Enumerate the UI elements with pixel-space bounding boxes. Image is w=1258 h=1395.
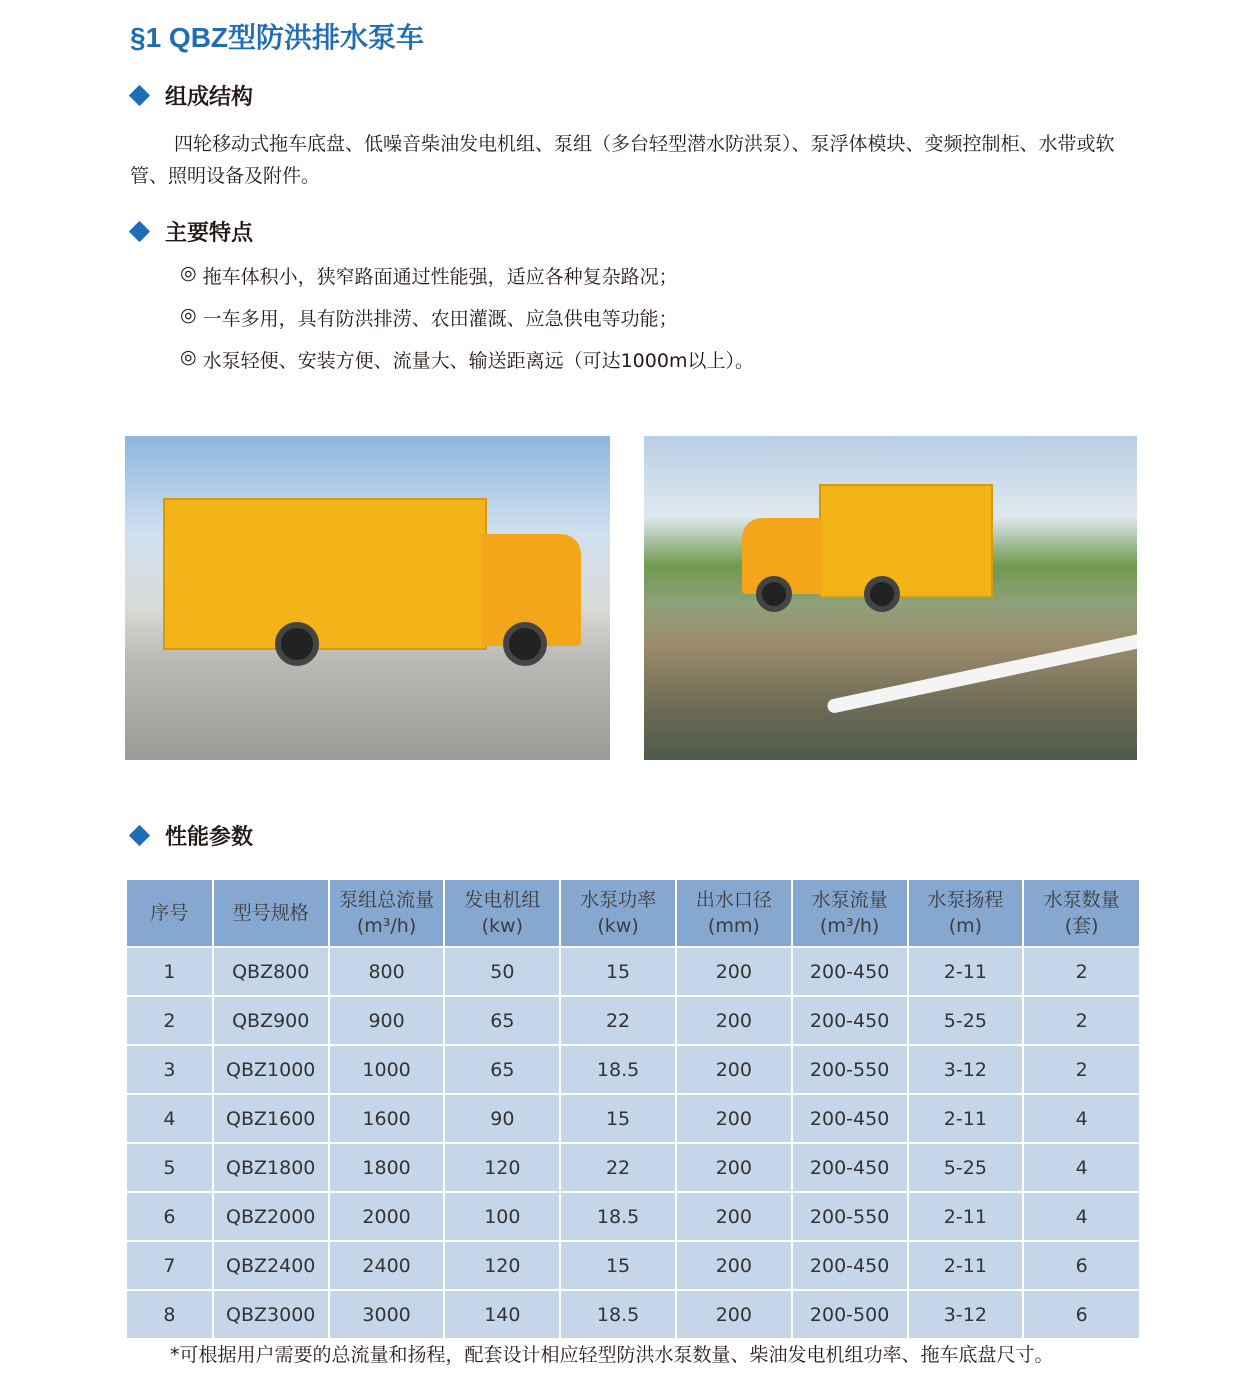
table-cell: 4 xyxy=(1023,1143,1140,1192)
heading-text: 性能参数 xyxy=(165,825,254,850)
table-cell: QBZ2400 xyxy=(213,1241,329,1290)
table-cell: 200-500 xyxy=(792,1290,908,1339)
table-cell: 4 xyxy=(1023,1192,1140,1241)
table-cell: 18.5 xyxy=(560,1290,676,1339)
table-cell: 5-25 xyxy=(908,1143,1024,1192)
table-cell: 800 xyxy=(329,947,445,996)
table-cell: 18.5 xyxy=(560,1192,676,1241)
table-cell: 50 xyxy=(444,947,560,996)
table-cell: 900 xyxy=(329,996,445,1045)
table-row xyxy=(126,1045,1140,1094)
table-cell: 200 xyxy=(676,996,792,1045)
column-header: 泵组总流量 (m³/h) xyxy=(329,879,445,947)
column-header: 出水口径 (mm) xyxy=(676,879,792,947)
feature-item xyxy=(180,304,678,331)
circle-bullet-icon: ◎ xyxy=(180,304,197,326)
feature-text: 拖车体积小，狭窄路面通过性能强，适应各种复杂路况； xyxy=(202,266,678,288)
section-heading-features xyxy=(128,216,253,247)
table-cell: 15 xyxy=(560,1094,676,1143)
column-header: 发电机组 (kw) xyxy=(444,879,560,947)
table-cell: 100 xyxy=(444,1192,560,1241)
heading-text: 主要特点 xyxy=(165,221,254,246)
table-cell: 3000 xyxy=(329,1290,445,1339)
table-cell: 6 xyxy=(1023,1241,1140,1290)
table-cell: 4 xyxy=(1023,1094,1140,1143)
table-cell: 6 xyxy=(126,1192,213,1241)
feature-text: 水泵轻便、安装方便、流量大、输送距离远（可达1000m以上）。 xyxy=(202,350,754,372)
table-cell: 65 xyxy=(444,996,560,1045)
table-cell: QBZ1000 xyxy=(213,1045,329,1094)
table-cell: 1 xyxy=(126,947,213,996)
diamond-bullet-icon xyxy=(129,825,150,846)
table-cell: 1800 xyxy=(329,1143,445,1192)
photo-pump-truck-field xyxy=(644,436,1137,760)
feature-text: 一车多用，具有防洪排涝、农田灌溉、应急供电等功能； xyxy=(202,308,678,330)
table-cell: 1000 xyxy=(329,1045,445,1094)
diamond-bullet-icon xyxy=(129,221,150,242)
table-cell: 200-550 xyxy=(792,1192,908,1241)
table-cell: QBZ800 xyxy=(213,947,329,996)
table-cell: 3 xyxy=(126,1045,213,1094)
table-cell: 8 xyxy=(126,1290,213,1339)
table-cell: QBZ1800 xyxy=(213,1143,329,1192)
table-cell: QBZ1600 xyxy=(213,1094,329,1143)
photo-pump-truck-side xyxy=(125,436,610,760)
table-cell: 200 xyxy=(676,1045,792,1094)
table-cell: 3-12 xyxy=(908,1045,1024,1094)
table-cell: 4 xyxy=(126,1094,213,1143)
table-row xyxy=(126,1241,1140,1290)
column-header: 水泵流量 (m³/h) xyxy=(792,879,908,947)
diamond-bullet-icon xyxy=(129,85,150,106)
table-cell: 2 xyxy=(1023,947,1140,996)
table-cell: 2-11 xyxy=(908,1192,1024,1241)
feature-item xyxy=(180,346,754,373)
table-cell: 140 xyxy=(444,1290,560,1339)
column-header: 水泵数量 (套) xyxy=(1023,879,1140,947)
table-cell: 65 xyxy=(444,1045,560,1094)
table-cell: 18.5 xyxy=(560,1045,676,1094)
table-row xyxy=(126,1094,1140,1143)
table-cell: 90 xyxy=(444,1094,560,1143)
table-cell: 7 xyxy=(126,1241,213,1290)
table-cell: 2 xyxy=(1023,996,1140,1045)
table-cell: 2400 xyxy=(329,1241,445,1290)
table-cell: 200-450 xyxy=(792,1094,908,1143)
column-header: 型号规格 xyxy=(213,879,329,947)
table-cell: 200 xyxy=(676,1241,792,1290)
table-cell: 3-12 xyxy=(908,1290,1024,1339)
section-heading-structure xyxy=(128,80,253,111)
table-cell: 1600 xyxy=(329,1094,445,1143)
table-cell: 200-450 xyxy=(792,996,908,1045)
table-cell: 200-450 xyxy=(792,1241,908,1290)
table-cell: 120 xyxy=(444,1143,560,1192)
table-cell: 200 xyxy=(676,1290,792,1339)
column-header: 序号 xyxy=(126,879,213,947)
column-header: 水泵扬程 (m) xyxy=(908,879,1024,947)
table-row xyxy=(126,1143,1140,1192)
section-heading-performance xyxy=(128,820,253,851)
table-row xyxy=(126,947,1140,996)
table-cell: 200 xyxy=(676,1094,792,1143)
page-title: §1 QBZ型防洪排水泵车 xyxy=(130,22,425,53)
table-cell: 15 xyxy=(560,947,676,996)
table-cell: 5-25 xyxy=(908,996,1024,1045)
table-cell: QBZ900 xyxy=(213,996,329,1045)
table-cell: 6 xyxy=(1023,1290,1140,1339)
table-cell: 2000 xyxy=(329,1192,445,1241)
structure-text: 四轮移动式拖车底盘、低噪音柴油发电机组、泵组（多台轻型潜水防洪泵）、泵浮体模块、变频控制柜、水带或软管、照明设备及附件。 xyxy=(130,133,1115,187)
table-cell: 200-450 xyxy=(792,947,908,996)
performance-table xyxy=(125,878,1141,1340)
table-cell: 2 xyxy=(1023,1045,1140,1094)
table-cell: 200 xyxy=(676,1143,792,1192)
table-cell: 22 xyxy=(560,1143,676,1192)
table-cell: 2-11 xyxy=(908,1094,1024,1143)
circle-bullet-icon: ◎ xyxy=(180,262,197,284)
table-cell: 5 xyxy=(126,1143,213,1192)
table-row xyxy=(126,996,1140,1045)
table-row xyxy=(126,1290,1140,1339)
feature-item xyxy=(180,262,678,289)
table-cell: 200 xyxy=(676,947,792,996)
table-cell: 15 xyxy=(560,1241,676,1290)
table-cell: 22 xyxy=(560,996,676,1045)
column-header: 水泵功率 (kw) xyxy=(560,879,676,947)
table-cell: QBZ2000 xyxy=(213,1192,329,1241)
table-cell: 200-450 xyxy=(792,1143,908,1192)
circle-bullet-icon: ◎ xyxy=(180,346,197,368)
table-cell: 200-550 xyxy=(792,1045,908,1094)
table-cell: 2 xyxy=(126,996,213,1045)
footnote: *可根据用户需要的总流量和扬程，配套设计相应轻型防洪水泵数量、柴油发电机组功率、拖车底盘尺寸。 xyxy=(170,1344,1054,1366)
table-cell: 2-11 xyxy=(908,1241,1024,1290)
table-cell: 120 xyxy=(444,1241,560,1290)
table-cell: 200 xyxy=(676,1192,792,1241)
table-cell: 2-11 xyxy=(908,947,1024,996)
heading-text: 组成结构 xyxy=(165,85,254,110)
table-cell: QBZ3000 xyxy=(213,1290,329,1339)
table-row xyxy=(126,1192,1140,1241)
